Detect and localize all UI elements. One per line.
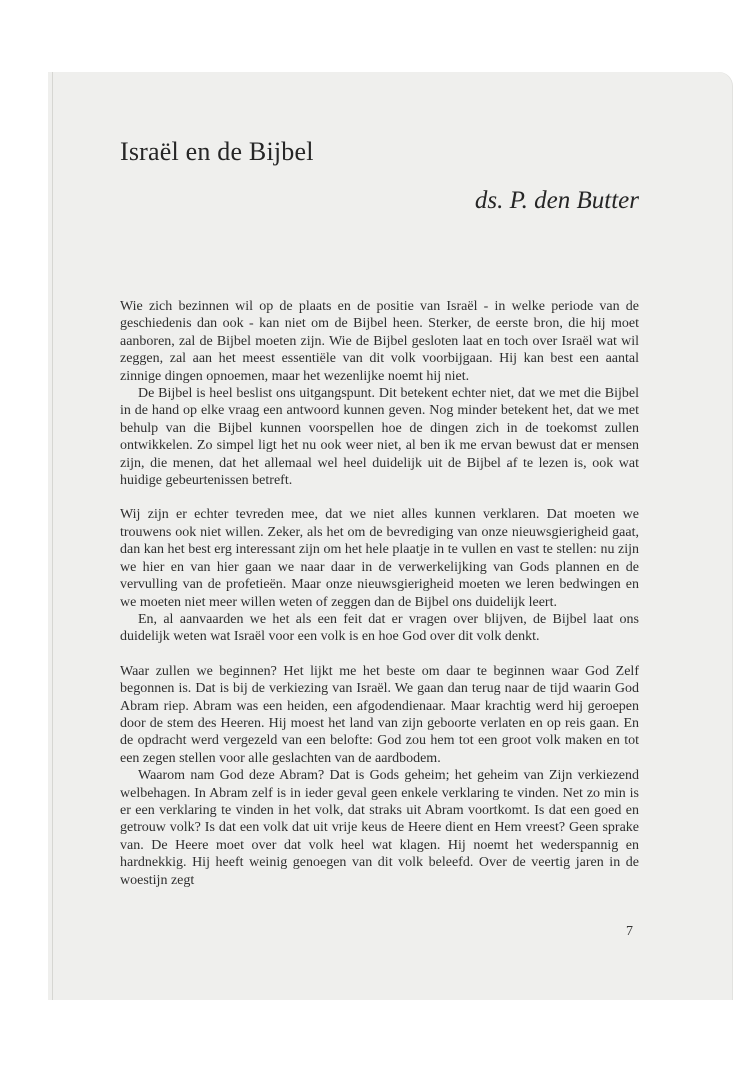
paragraph: Waarom nam God deze Abram? Dat is Gods geheim; het geheim van Zijn verkiezend welbehagen. In Abram zelf is in ieder geval geen enkele verklaring te vinden. Net zo min is er een verklaring te vinden in het volk, dat straks uit Abram voortkomt. Is dat een goed en getrouw volk? Is dat een volk dat uit vrije keus de Heere dient en Hem vreest? Geen sprake van. De Heere moet over dat volk heel wat klagen. Hij noemt het wederspannig en hardnekkig. Hij heeft weinig genoegen van dit volk beleefd. Over de veertig jaren in de woestijn zegt bbox=[120, 768, 639, 888]
page-number: 7 bbox=[626, 924, 633, 939]
article-title: Israël en de Bijbel bbox=[120, 137, 314, 166]
article-author: ds. P. den Butter bbox=[474, 187, 639, 214]
page-binding-edge bbox=[52, 72, 53, 1000]
paragraph: Wie zich bezinnen wil op de plaats en de positie van Israël - in welke periode van de geschiedenis dan ook - kan niet om de Bijbel heen. Sterker, de eerste bron, die hij moet aanboren, zal de Bijbel moeten zijn. Wie de Bijbel gesloten laat en toch over Israël wat wil zeggen, zal aan het meest essentiële van dit volk voorbijgaan. Hij kan best een aantal zinnige dingen opnoemen, maar het wezenlijke noemt hij niet. bbox=[120, 299, 639, 384]
paragraph: De Bijbel is heel beslist ons uitgangspunt. Dit betekent echter niet, dat we met die Bijbel in de hand op elke vraag een antwoord kunnen geven. Nog minder betekent het, dat we met behulp van die Bijbel kunnen voorspellen hoe de dingen zich in de toekomst zullen ontwikkelen. Zo simpel ligt het nu ook weer niet, al ben ik me ervan bewust dat er mensen zijn, die menen, dat het allemaal wel heel duidelijk uit de Bijbel af te lezen is, ook wat huidige gebeurtenissen betreft. bbox=[120, 386, 639, 489]
paragraph: Wij zijn er echter tevreden mee, dat we niet alles kunnen verklaren. Dat moeten we trouwens ook niet willen. Zeker, als het om de bevrediging van onze nieuwsgierigheid gaat, dan kan het best erg interessant zijn om het hele plaatje in te vullen en vast te stellen: nu zijn we hier en van hier gaan we naar daar in de verwerkelijking van Gods plannen en de vervulling van de profetieën. Maar onze nieuwsgierigheid moeten we leren bedwingen en we moeten niet meer willen weten of zeggen dan de Bijbel ons duidelijk leert. bbox=[120, 507, 639, 610]
paragraph: Waar zullen we beginnen? Het lijkt me het beste om daar te beginnen waar God Zelf begonnen is. Dat is bij de verkiezing van Israël. We gaan dan terug naar de tijd waarin God Abram riep. Abram was een heiden, een afgodendienaar. Maar krachtig werd hij geroepen door de stem des Heeren. Hij moest het land van zijn geboorte verlaten en op reis gaan. En de opdracht werd vergezeld van een belofte: God zou hem tot een groot volk maken en tot een zegen stellen voor alle geslachten van de aardbodem. bbox=[120, 663, 639, 766]
article-body bbox=[120, 298, 639, 889]
paragraph: En, al aanvaarden we het als een feit dat er vragen over blijven, de Bijbel laat ons duidelijk weten wat Israël voor een volk is en hoe God over dit volk denkt. bbox=[120, 611, 639, 645]
